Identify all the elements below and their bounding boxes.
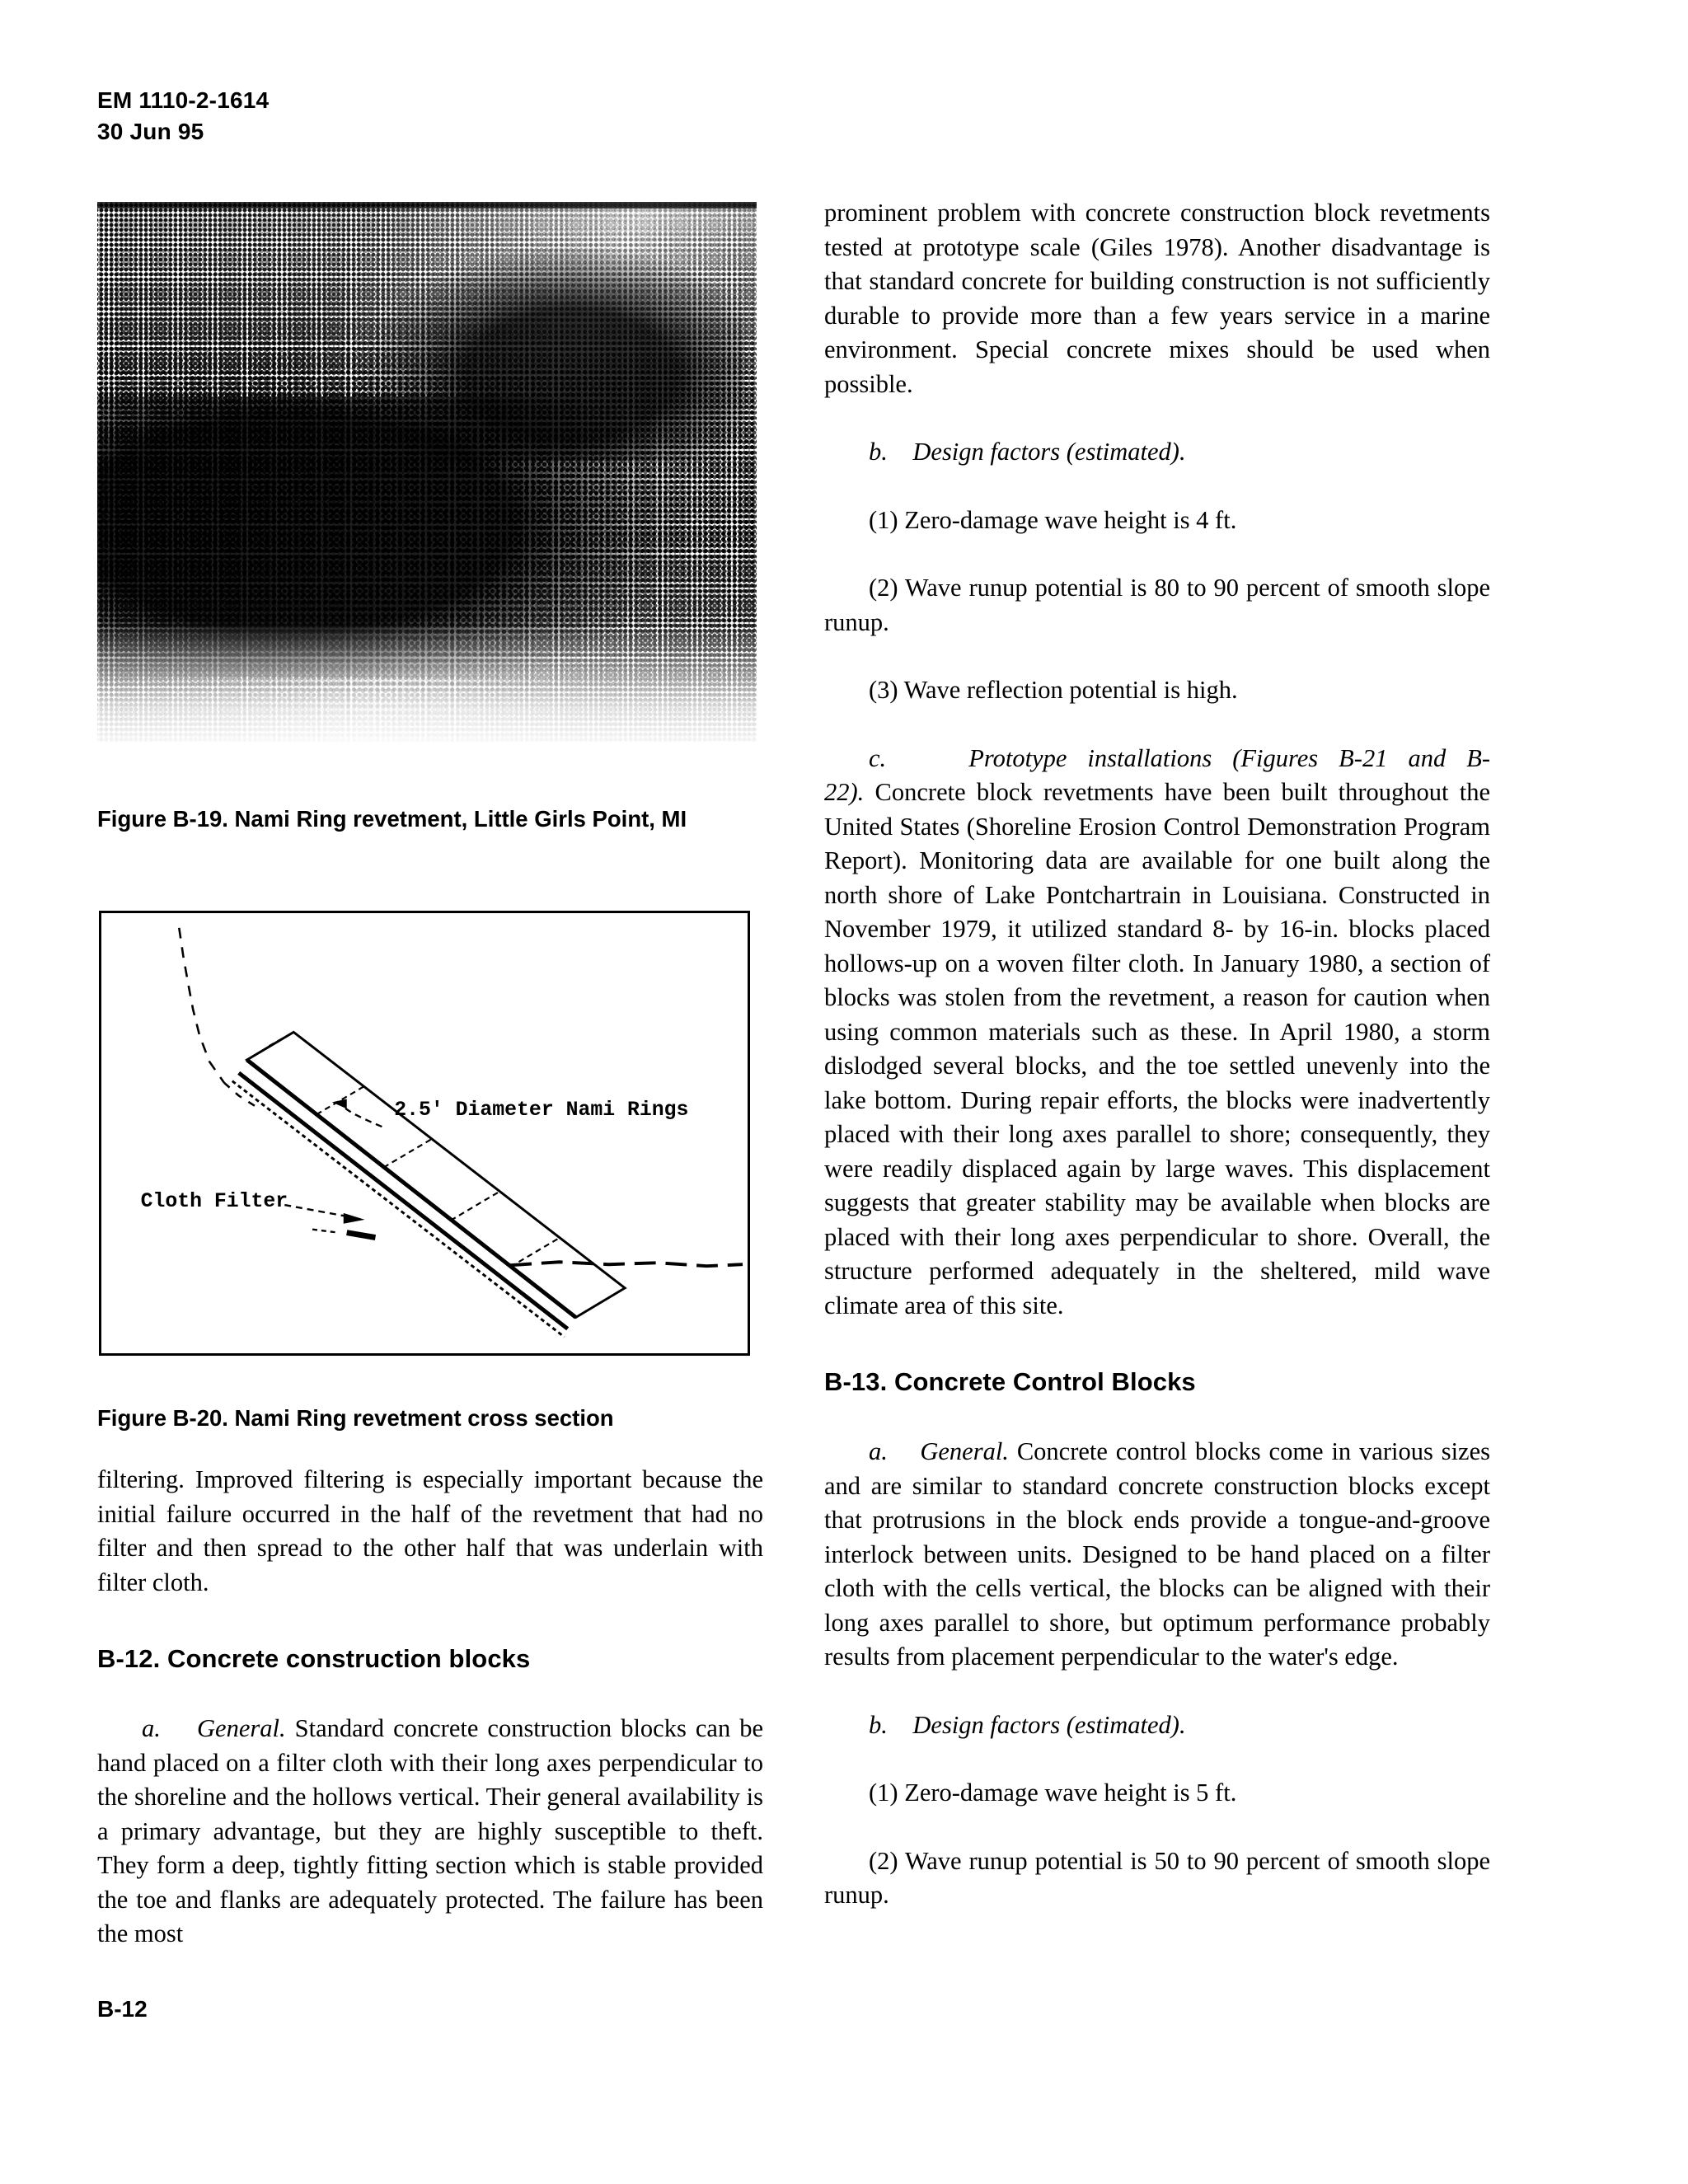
figure-b19-caption-block (97, 804, 691, 834)
shore-profile-line (179, 928, 224, 1083)
paragraph-continued: prominent problem with concrete construction block revetments tested at prototype scale (Giles 1978). Another disadvantage is that standard concrete for building construction is not sufficiently durable to provide more than a few years service in a marine environment. Special concrete mixes should be used when possible. (824, 199, 1490, 398)
list-item-b12-b-3: (3) Wave reflection potential is high. (869, 676, 1238, 704)
left-column-lower (97, 1463, 763, 1952)
manual-number: EM 1110-2-1614 (97, 87, 270, 113)
filter-leader-arrow (344, 1213, 365, 1224)
list-item-b13-b-2: (2) Wave runup potential is 50 to 90 percent of smooth slope runup. (824, 1846, 1490, 1909)
ring-divider-2 (383, 1139, 432, 1168)
paragraph-body-b12-c: Concrete block revetments have been built throughout the United States (Shoreline Erosion Control Demonstration Program Report). Monitoring data are available for one built along the north shore of Lake Pontchartrain in Louisiana. Constructed in November 1979, it utilized standard 8- by 16-in. blocks placed hollows-up on a woven filter cloth. In January 1980, a section of blocks was stolen from the revetment, a reason for caution when using common materials such as these. In April 1980, a storm dislodged several blocks, and the toe settled unevenly into the lake bottom. During repair efforts, the blocks were inadvertently placed with their long axes parallel to shore; consequently, they were readily displaced again by large waves. This displacement suggests that greater stability may be available when blocks are placed with their long axes perpendicular to shore. Overall, the structure performed adequately in the sheltered, mild wave climate area of this site. (824, 778, 1491, 1319)
paragraph-filtering: filtering. Improved filtering is especially important because the initial failure occurred in the half of the revetment that had no filter and then spread to the other half that was underlain with filter cloth. (97, 1465, 763, 1596)
manual-date: 30 Jun 95 (97, 119, 204, 144)
list-item-b12-b-2: (2) Wave runup potential is 80 to 90 percent of smooth slope runup. (824, 574, 1490, 636)
right-column (824, 196, 1490, 1913)
paragraph-marker-b12-b: b. (869, 438, 888, 466)
paragraph-b12-a (97, 1712, 763, 1952)
paragraph-body-b13-a: Concrete control blocks come in various sizes and are similar to standard concrete construction blocks except that protrusions in the block ends provide a tongue-and-groove interlock between units. Designed to be hand placed on a filter cloth with the cells vertical, the blocks can be aligned with their long axes parallel to shore, but optimum performance probably results from placement perpendicular to the water's edge. (824, 1437, 1490, 1671)
paragraph-title-b12-b: Design factors (estimated). (912, 438, 1186, 466)
paragraph-b13-b (824, 1708, 1490, 1743)
photo-bottom-fade (97, 623, 757, 742)
rings-leader-line (343, 1105, 382, 1127)
section-heading-b12: B-12. Concrete construction blocks (97, 1644, 531, 1673)
paragraph-body-b12-a: Standard concrete construction blocks can be hand placed on a filter cloth with their long axes perpendicular to the shoreline and the hollows vertical. Their general availability is a primary advantage, but they are highly susceptible to theft. They form a deep, tightly fitting section which is stable provided the toe and flanks are adequately protected. The failure has been the most (97, 1714, 764, 1947)
filter-arrow-thick (347, 1233, 376, 1238)
revetment-top-face (247, 1032, 625, 1317)
paragraph-b13-a (824, 1435, 1490, 1675)
ring-divider-0 (269, 1032, 293, 1046)
paragraph-marker-b12-a: a. (142, 1714, 161, 1742)
figure-b20-caption: Figure B-20. Nami Ring revetment cross section (97, 1405, 614, 1431)
paragraph-title-b13-b: Design factors (estimated). (912, 1710, 1186, 1739)
paragraph-marker-b12-c: c. (869, 743, 887, 772)
paragraph-b12-c (824, 742, 1490, 1324)
list-item-b13-b-1: (1) Zero-damage wave height is 5 ft. (869, 1779, 1237, 1807)
paragraph-marker-b13-a: a. (869, 1437, 888, 1465)
figure-b20-drawing (99, 911, 750, 1356)
figure-b20-caption-block (97, 1403, 724, 1433)
paragraph-title-b12-c: Prototype installations (Figures B-21 and B-22). (824, 743, 1491, 806)
halftone-photograph (97, 202, 757, 742)
cross-section-svg (101, 913, 748, 1353)
filter-leader-line (284, 1205, 346, 1216)
paragraph-marker-b13-b: b. (869, 1710, 888, 1739)
paragraph-b12-b (824, 435, 1490, 470)
ring-divider-3 (451, 1192, 499, 1221)
list-item-b12-b-1: (1) Zero-damage wave height is 4 ft. (869, 505, 1237, 534)
figure-b19-caption: Figure B-19. Nami Ring revetment, Little Girls Point, MI (97, 806, 687, 832)
figure-b19-photo (97, 202, 757, 742)
document-header (97, 85, 269, 148)
section-heading-b13: B-13. Concrete Control Blocks (824, 1367, 1196, 1396)
filter-leader-line-2 (312, 1230, 339, 1233)
paragraph-title-b12-a: General. (197, 1714, 286, 1742)
ring-divider-1 (316, 1086, 365, 1115)
paragraph-title-b13-a: General. (920, 1437, 1009, 1465)
label-cloth-filter: Cloth Filter (140, 1190, 288, 1213)
label-nami-rings: 2.5' Diameter Nami Rings (394, 1099, 689, 1122)
lake-bottom-line (510, 1262, 743, 1266)
page-number-footer: B-12 (97, 1996, 148, 2022)
